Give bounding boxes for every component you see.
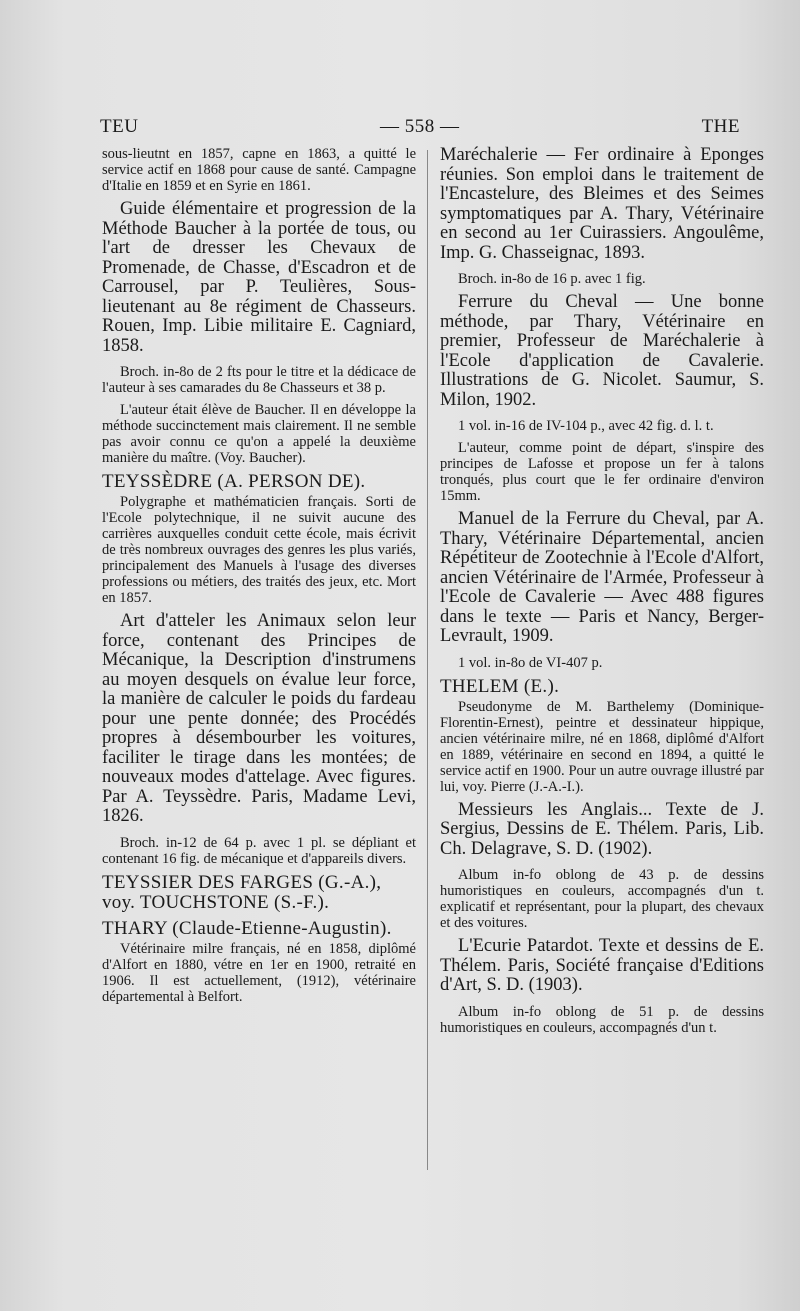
- thary-ferrure-format: 1 vol. in-16 de IV-104 p., avec 42 fig. d. l. t.: [458, 418, 714, 434]
- thary-ferrure-title: Ferrure du Cheval — Une bonne méthode, par Thary, Vétérinaire en premier, Professeur de Maréchalerie à l'Ecole d'application de Cavalerie. Illustrations de G. Nicolet. Saumur, S. Milon, 1902.: [440, 292, 764, 410]
- header-right-word: THE: [701, 116, 740, 137]
- teyssedre-bio: Polygraphe et mathématicien français. Sorti de l'Ecole polytechnique, il ne suivit aucune des carrières auxquelles conduit cette école, mais écrivit de très nombreux ouvrages des genres les plus variés, principalement des Manuels à l'usage des diverses professions ou métiers, des traités des jeux, etc. Mort en 1857.: [102, 494, 416, 606]
- thary-manuel-title: Manuel de la Ferrure du Cheval, par A. Thary, Vétérinaire Départemental, ancien Répétiteur de Zootechnie à l'Ecole d'Alfort, ancien Vétérinaire de l'Armée, Professeur à l'Ecole de Cavalerie — Avec 488 figures dans le texte — Paris et Nancy, Berger-Levrault, 1909.: [440, 509, 764, 646]
- thelem-anglais-title: Messieurs les Anglais... Texte de J. Sergius, Dessins de E. Thélem. Paris, Lib. Ch. Delagrave, S. D. (1902).: [440, 799, 764, 859]
- thary-ferrure-comment: L'auteur, comme point de départ, s'inspire des principes de Lafosse et propose un fer à talons tronqués, plus court que le fer ordinaire d'environ 15mm.: [440, 440, 764, 504]
- right-column: [440, 146, 764, 1042]
- thelem-anglais-format: Album in-fo oblong de 43 p. de dessins humoristiques en couleurs, accompagnés d'un t. explicatif et représentant, pour la plupart, des chevaux et des voitures.: [440, 867, 764, 931]
- running-header: [100, 116, 740, 146]
- teulieres-bio-end: sous-lieutnt en 1857, capne en 1863, a quitté le service actif en 1868 pour cause de santé. Campagne d'Italie en 1859 et en Syrie en 1861.: [102, 146, 416, 194]
- teulieres-guide-format: Broch. in-8o de 2 fts pour le titre et la dédicace de l'auteur à ses camarades du 8e Chasseurs et 38 p.: [102, 364, 416, 396]
- teyssedre-heading: TEYSSÈDRE (A. PERSON DE).: [102, 471, 366, 492]
- page-number: — 558 —: [380, 116, 460, 137]
- thelem-heading: THELEM (E.).: [440, 675, 560, 697]
- thelem-ecurie-title: L'Ecurie Patardot. Texte et dessins de E. Thélem. Paris, Société française d'Editions d'Art, S. D. (1903).: [440, 936, 764, 995]
- teyssedre-art-title: Art d'atteler les Animaux selon leur force, contenant des Principes de Mécanique, la Description d'instrumens au moyen desquels on évalue leur force, la manière de calculer le poids du fardeau pour une pente donnée; des Procédés propres à désembourber les voitures, faciliter le tirage dans les montées; de nouveaux modes d'attelage. Avec figures. Par A. Teyssèdre. Paris, Madame Levi, 1826.: [102, 611, 416, 826]
- header-left-word: TEU: [100, 116, 139, 137]
- thary-bio: Vétérinaire milre français, né en 1858, diplômé d'Alfort en 1880, vétre en 1er en 1900, retraité en 1906. Il est actuellement, (1912), vétérinaire départemental à Belfort.: [102, 940, 416, 1005]
- left-column: [102, 146, 416, 1011]
- teulieres-guide-comment: L'auteur était élève de Baucher. Il en développe la méthode succinctement mais clairement. Il ne semble pas avoir connu ce qu'on a appelé la deuxième manière du maître. (Voy. Baucher).: [102, 402, 416, 466]
- teyssier-heading: TEYSSIER DES FARGES (G.-A.), voy. TOUCHSTONE (S.-F.).: [102, 871, 382, 913]
- teyssedre-art-format: Broch. in-12 de 64 p. avec 1 pl. se dépliant et contenant 16 fig. de mécanique et d'appareils divers.: [102, 834, 416, 867]
- thary-marechalerie-title: Maréchalerie — Fer ordinaire à Eponges réunies. Son emploi dans le traitement de l'Encastelure, des Bleimes et des Seimes symptomatiques par A. Thary, Vétérinaire en second au 1er Cuirassiers. Angoulême, Imp. G. Chasseignac, 1893.: [440, 145, 764, 263]
- thary-marechalerie-format: Broch. in-8o de 16 p. avec 1 fig.: [458, 271, 646, 287]
- column-divider: [427, 150, 428, 1170]
- thary-heading: THARY (Claude-Etienne-Augustin).: [102, 917, 392, 939]
- thelem-ecurie-format: Album in-fo oblong de 51 p. de dessins humoristiques en couleurs, accompagnés d'un t.: [440, 1003, 764, 1036]
- thelem-bio: Pseudonyme de M. Barthelemy (Dominique-Florentin-Ernest), peintre et dessinateur hippique, ancien vétérinaire milre, né en 1868, diplômé d'Alfort en 1889, vétérinaire en second en 1894, a quitté le service actif en 1900. Pour un autre ouvrage illustré par lui, voy. Pierre (J.-A.-I.).: [440, 698, 764, 795]
- thary-manuel-format: 1 vol. in-8o de VI-407 p.: [458, 654, 603, 671]
- teulieres-guide-title: Guide élémentaire et progression de la Méthode Baucher à la portée de tous, ou l'art de dresser les Chevaux de Promenade, de Chasse, d'Escadron et de Carrousel, par P. Teulières, Sous-lieutenant au 8e régiment de Chasseurs. Rouen, Imp. Libie militaire E. Cagniard, 1858.: [102, 199, 416, 356]
